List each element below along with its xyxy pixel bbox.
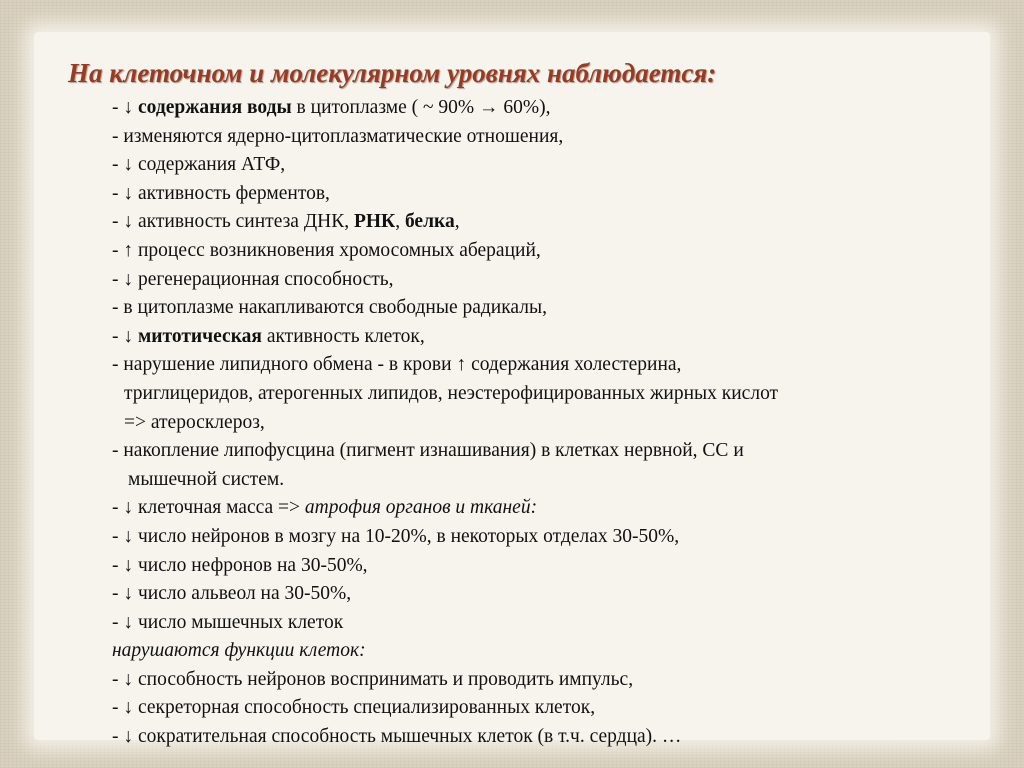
- list-item: [112, 94, 1002, 123]
- list-item: [112, 723, 1002, 752]
- list-item: [112, 180, 1002, 209]
- text: в цитоплазме ( ~ 90% → 60%),: [291, 97, 551, 118]
- text: - ↓ способность нейронов воспринимать и проводить импульс,: [112, 668, 634, 690]
- text: - в цитоплазме накапливаются свободные радикалы,: [112, 297, 547, 319]
- bold-text: РНК: [353, 211, 396, 233]
- bold-text: белка: [404, 211, 455, 233]
- text: - ↓ содержания АТФ,: [112, 154, 286, 176]
- list-item: [112, 552, 1002, 581]
- text: - изменяются ядерно-цитоплазматические отношения,: [112, 125, 564, 147]
- text: ,: [395, 211, 405, 233]
- list-item-continuation: [112, 380, 1002, 409]
- list-item: [112, 151, 1002, 180]
- text: - ↓ активность синтеза ДНК,: [112, 211, 354, 233]
- list-item: [112, 123, 1002, 152]
- text: - ↓ число нефронов на 30-50%,: [112, 554, 368, 576]
- text: триглицеридов, атерогенных липидов, неэстерофицированных жирных кислот: [124, 382, 779, 404]
- list-item: [112, 208, 1002, 237]
- slide-title: На клеточном и молекулярном уровнях наблюдается:: [68, 58, 717, 88]
- text: - ↓ регенерационная способность,: [112, 268, 394, 290]
- bold-text: содержания воды: [138, 97, 292, 118]
- text: ,: [454, 211, 460, 233]
- list-item: [112, 523, 1002, 552]
- text: - ↓ число мышечных клеток: [112, 611, 344, 633]
- list-item: [112, 437, 1002, 466]
- list-item: [112, 294, 1002, 323]
- slide-content: [112, 94, 1002, 752]
- list-item-continuation: [112, 466, 1002, 495]
- list-item: [112, 494, 1002, 523]
- text: - накопление липофусцина (пигмент изнашивания) в клетках нервной, СС и: [112, 440, 744, 462]
- text: - ↓ клеточная масса =>: [112, 497, 305, 519]
- italic-text: атрофия органов и тканей:: [304, 497, 538, 519]
- section-subheading: [112, 637, 1002, 666]
- list-item: [112, 694, 1002, 723]
- list-item: [112, 580, 1002, 609]
- text: - ↓ активность ферментов,: [112, 182, 330, 204]
- list-item: [112, 323, 1002, 352]
- text: - ↑ процесс возникновения хромосомных абераций,: [112, 239, 541, 261]
- list-item: [112, 609, 1002, 638]
- text: - ↓ число нейронов в мозгу на 10-20%, в некоторых отделах 30-50%,: [112, 525, 680, 547]
- text: - ↓ сократительная способность мышечных клеток (в т.ч. сердца). …: [112, 726, 682, 748]
- list-item-continuation: [112, 409, 1002, 438]
- list-item: [112, 351, 1002, 380]
- bold-text: митотическая: [138, 325, 262, 347]
- list-item: [112, 266, 1002, 295]
- text: - нарушение липидного обмена - в крови ↑ содержания холестерина,: [112, 354, 682, 376]
- text: активность клеток,: [261, 325, 425, 347]
- text: => атеросклероз,: [124, 411, 265, 433]
- list-item: [112, 237, 1002, 266]
- italic-text: нарушаются функции клеток:: [112, 640, 366, 662]
- text: мышечной систем.: [128, 468, 285, 490]
- list-item: [112, 666, 1002, 695]
- text: - ↓: [112, 97, 138, 118]
- text: - ↓ секреторная способность специализированных клеток,: [112, 697, 596, 719]
- text: - ↓: [112, 325, 138, 347]
- text: - ↓ число альвеол на 30-50%,: [112, 583, 352, 605]
